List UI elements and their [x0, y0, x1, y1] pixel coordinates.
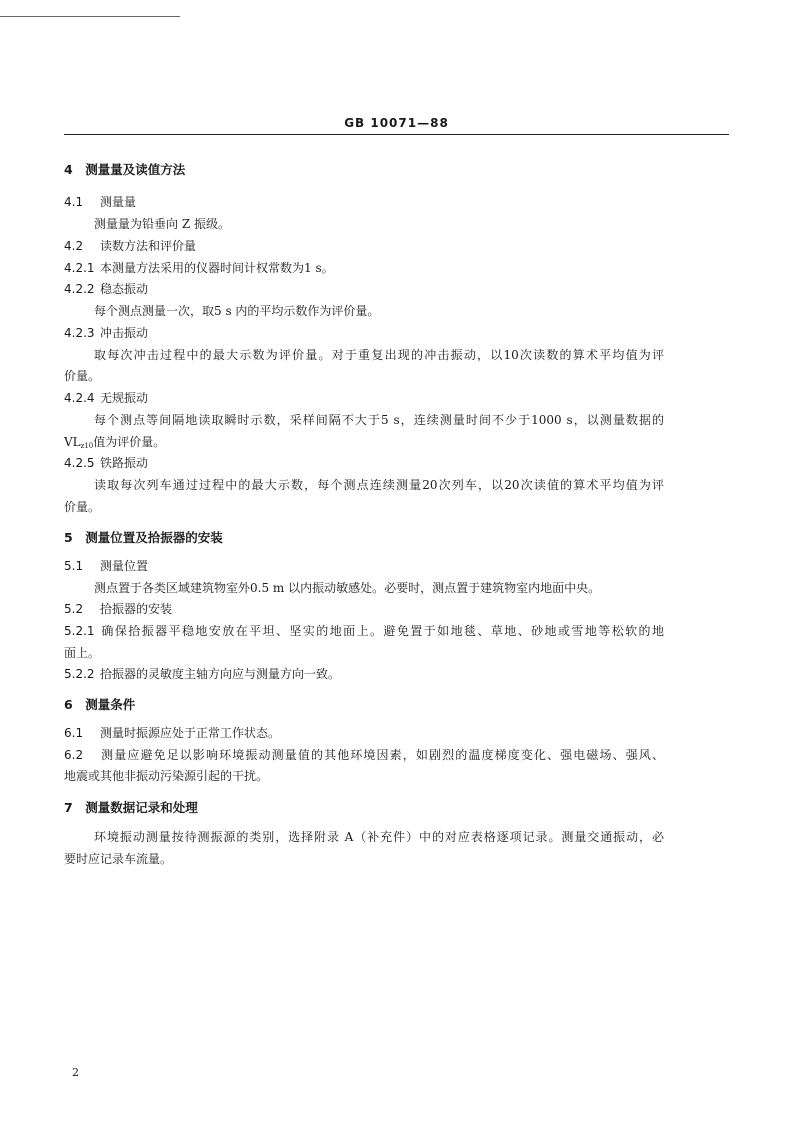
clause-body: 拾振器的灵敏度主轴方向应与测量方向一致。 — [100, 667, 341, 681]
clause-4-2-3-body-line1: 取每次冲击过程中的最大示数为评价量。对于重复出现的冲击振动，以10次读数的算术平均值为评 — [94, 348, 664, 362]
section-7-heading: 7 测量数据记录和处理 — [64, 800, 198, 815]
header-rule — [64, 134, 729, 135]
document-code: GB 10071—88 — [344, 116, 449, 130]
clause-number: 5.1 — [64, 559, 84, 573]
clause-6-1 — [64, 725, 280, 741]
vl-subscript: z10 — [80, 442, 94, 450]
clause-title: 测量量 — [100, 195, 137, 209]
clause-number: 6.1 — [64, 726, 84, 740]
clause-number: 4.2.1 — [64, 261, 95, 275]
clause-number: 4.2.3 — [64, 326, 95, 340]
clause-4-2-3-body-line2: 价量。 — [64, 369, 101, 383]
clause-number: 4.2.2 — [64, 282, 95, 296]
clause-number: 6.2 — [64, 748, 84, 762]
clause-number: 4.2.4 — [64, 391, 95, 405]
clause-4-2-3 — [64, 325, 148, 341]
scan-corner-mark — [0, 16, 180, 17]
clause-number: 5.2.1 — [64, 624, 95, 638]
clause-body: 测量应避免足以影响环境振动测量值的其他环境因素，如剧烈的温度梯度变化、强电磁场、强风、 — [100, 748, 664, 762]
clause-4-2-1 — [64, 260, 334, 276]
clause-5-2-2 — [64, 666, 340, 682]
clause-title: 测量位置 — [100, 559, 149, 573]
clause-4-1 — [64, 194, 136, 210]
clause-4-2-4-body-line2 — [64, 434, 165, 454]
running-header — [0, 112, 793, 131]
vl-rest: 值为评价量。 — [93, 435, 166, 449]
section-4-heading: 4 测量量及读值方法 — [64, 162, 186, 177]
clause-5-2 — [64, 601, 172, 617]
section-5-heading: 5 测量位置及拾振器的安装 — [64, 530, 223, 545]
clause-4-2-2 — [64, 281, 148, 297]
clause-body: 确保拾振器平稳地安放在平坦、坚实的地面上。避免置于如地毯、草地、砂地或雪地等松软的地 — [100, 624, 664, 638]
clause-number: 5.2 — [64, 602, 84, 616]
clause-number: 4.2 — [64, 239, 84, 253]
clause-4-2 — [64, 238, 196, 254]
clause-5-2-1-line2: 面上。 — [64, 646, 101, 660]
clause-title: 拾振器的安装 — [100, 602, 173, 616]
clause-title: 铁路振动 — [100, 456, 149, 470]
clause-4-2-5-body-line2: 价量。 — [64, 500, 101, 514]
section-7-body-line1: 环境振动测量按待测振源的类别，选择附录 A（补充件）中的对应表格逐项记录。测量交通振动，必 — [94, 830, 664, 844]
clause-4-2-2-body: 每个测点测量一次，取5 s 内的平均示数作为评价量。 — [94, 304, 380, 318]
vl-symbol: VL — [64, 435, 81, 449]
clause-body: 测量时振源应处于正常工作状态。 — [100, 726, 281, 740]
clause-number: 5.2.2 — [64, 667, 95, 681]
clause-4-2-5 — [64, 455, 148, 471]
clause-title: 读数方法和评价量 — [100, 239, 197, 253]
clause-body: 本测量方法采用的仪器时间计权常数为1 s。 — [100, 261, 334, 275]
clause-title: 稳态振动 — [100, 282, 149, 296]
clause-4-2-5-body-line1: 读取每次列车通过过程中的最大示数，每个测点连续测量20次列车，以20次读值的算术平均值为评 — [94, 478, 664, 492]
clause-5-2-1-line1 — [64, 623, 664, 639]
clause-6-2-line1 — [64, 747, 664, 763]
clause-6-2-line2: 地震或其他非振动污染源引起的干扰。 — [64, 769, 269, 783]
clause-5-1 — [64, 558, 148, 574]
clause-4-2-4-body-line1: 每个测点等间隔地读取瞬时示数，采样间隔不大于5 s，连续测量时间不少于1000 s，以测量数据的 — [94, 413, 664, 427]
page-number: 2 — [72, 1066, 79, 1079]
section-6-heading: 6 测量条件 — [64, 697, 136, 712]
clause-title: 冲击振动 — [100, 326, 149, 340]
clause-4-1-body: 测量量为铅垂向 Z 振级。 — [94, 217, 230, 231]
section-7-body-line2: 要时应记录车流量。 — [64, 852, 173, 866]
clause-5-1-body: 测点置于各类区域建筑物室外0.5 m 以内振动敏感处。必要时，测点置于建筑物室内地面中央。 — [94, 581, 601, 595]
clause-4-2-4 — [64, 390, 148, 406]
clause-number: 4.1 — [64, 195, 84, 209]
clause-title: 无规振动 — [100, 391, 149, 405]
clause-number: 4.2.5 — [64, 456, 95, 470]
